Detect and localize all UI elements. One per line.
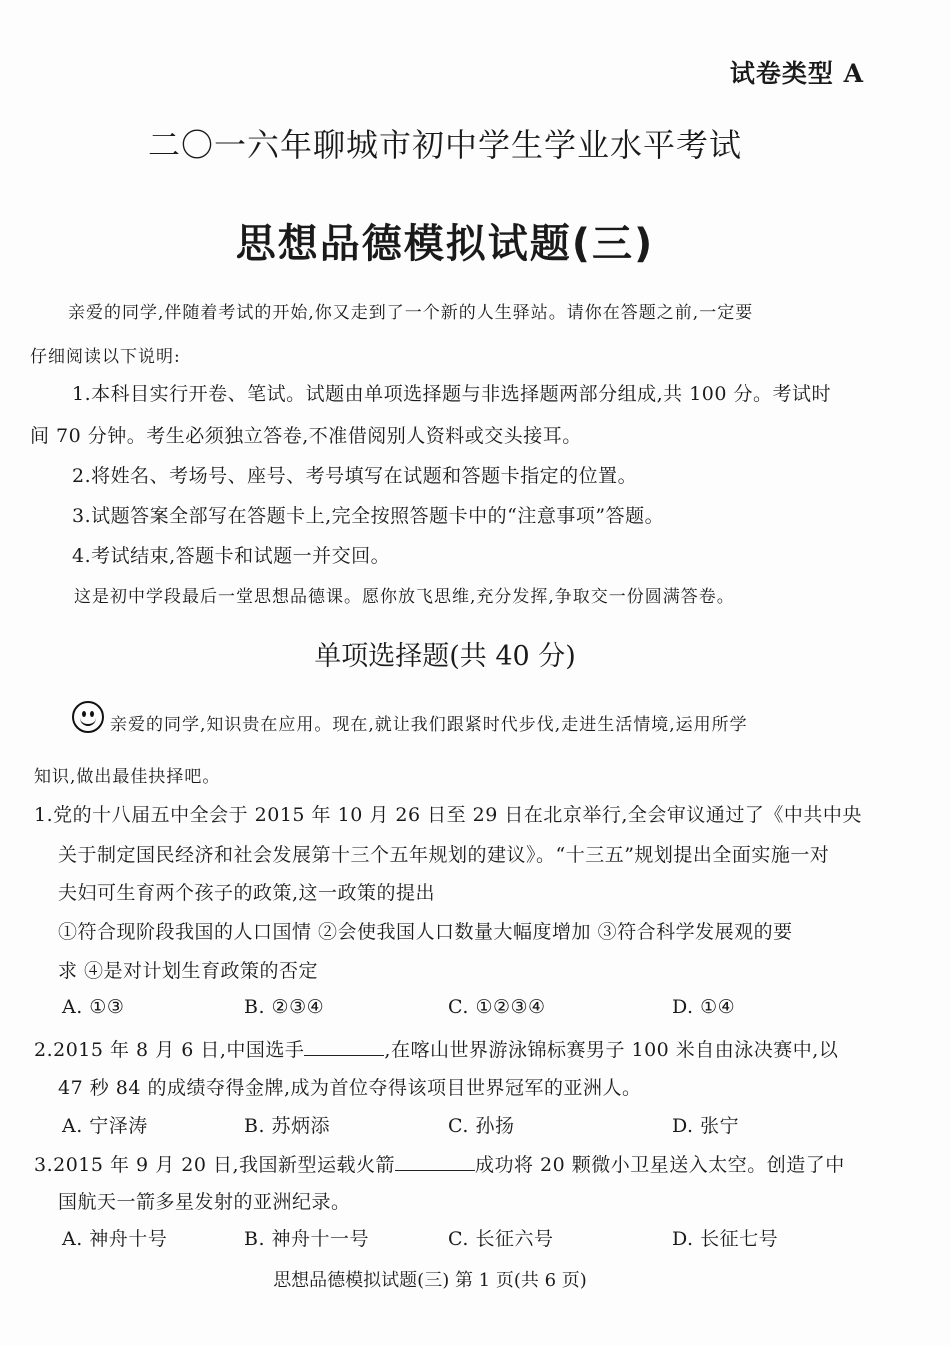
- question-3-text-post: 成功将 20 颗微小卫星送入太空。创造了中: [475, 1154, 845, 1176]
- question-1-items-line-1: ①符合现阶段我国的人口国情 ②会使我国人口数量大幅度增加 ③符合科学发展观的要: [58, 921, 793, 943]
- rule-4: 4.考试结束,答题卡和试题一并交回。: [72, 545, 391, 567]
- intro-greeting-line-1: 亲爱的同学,伴随着考试的开始,你又走到了一个新的人生驿站。请你在答题之前,一定要: [68, 303, 754, 323]
- smiley-face-icon: [72, 701, 104, 733]
- section-prompt-line-1: 亲爱的同学,知识贵在应用。现在,就让我们跟紧时代步伐,走进生活情境,运用所学: [110, 715, 748, 735]
- question-2-option-a: A. 宁泽涛: [62, 1115, 148, 1137]
- paper-title: 思想品德模拟试题(三): [235, 221, 655, 267]
- question-1-option-a: A. ①③: [62, 996, 125, 1018]
- question-2-option-d: D. 张宁: [672, 1115, 740, 1137]
- question-2-option-b: B. 苏炳添: [244, 1115, 331, 1137]
- rule-2: 2.将姓名、考场号、座号、考号填写在试题和答题卡指定的位置。: [72, 465, 638, 487]
- question-1-option-c: C. ①②③④: [448, 996, 546, 1018]
- question-1-option-d: D. ①④: [672, 996, 736, 1018]
- question-3-option-c: C. 长征六号: [448, 1228, 554, 1250]
- question-2-line-1: [34, 1035, 838, 1062]
- rule-3: 3.试题答案全部写在答题卡上,完全按照答题卡中的“注意事项”答题。: [72, 505, 665, 527]
- question-2-line-2: 47 秒 84 的成绩夺得金牌,成为首位夺得该项目世界冠军的亚洲人。: [58, 1077, 642, 1099]
- question-3-option-d: D. 长征七号: [672, 1228, 779, 1250]
- section-title: 单项选择题(共 40 分): [314, 641, 576, 672]
- rule-1-line-1: 1.本科目实行开卷、笔试。试题由单项选择题与非选择题两部分组成,共 100 分。考试时: [72, 383, 832, 405]
- question-1-line-2: 关于制定国民经济和社会发展第十三个五年规划的建议》。“十三五”规划提出全面实施一对: [58, 844, 830, 866]
- question-3-text-pre: 3.2015 年 9 月 20 日,我国新型运载火箭: [34, 1154, 395, 1176]
- exam-title: 二〇一六年聊城市初中学生学业水平考试: [147, 126, 742, 164]
- intro-greeting-line-2: 仔细阅读以下说明:: [30, 347, 181, 367]
- question-1-option-b: B. ②③④: [244, 996, 325, 1018]
- question-3-option-b: B. 神舟十一号: [244, 1228, 370, 1250]
- answer-blank: [395, 1152, 475, 1171]
- page-footer: 思想品德模拟试题(三) 第 1 页(共 6 页): [273, 1270, 587, 1291]
- question-3-line-1: [34, 1150, 845, 1177]
- question-2-text-pre: 2.2015 年 8 月 6 日,中国选手: [34, 1039, 305, 1061]
- question-3-line-2: 国航天一箭多星发射的亚洲纪录。: [58, 1191, 351, 1213]
- answer-blank: [304, 1037, 384, 1056]
- question-1-items-line-2: 求 ④是对计划生育政策的否定: [58, 960, 319, 982]
- paper-type-label: 试卷类型 A: [729, 59, 864, 88]
- question-3-option-a: A. 神舟十号: [62, 1228, 168, 1250]
- intro-closing: 这是初中学段最后一堂思想品德课。愿你放飞思维,充分发挥,争取交一份圆满答卷。: [74, 587, 735, 607]
- section-prompt-line-2: 知识,做出最佳抉择吧。: [34, 767, 221, 787]
- question-2-option-c: C. 孙扬: [448, 1115, 515, 1137]
- question-2-text-post: ,在喀山世界游泳锦标赛男子 100 米自由泳决赛中,以: [384, 1039, 839, 1061]
- question-1-line-1: 1.党的十八届五中全会于 2015 年 10 月 26 日至 29 日在北京举行,全会审议通过了《中共中央: [34, 804, 862, 826]
- rule-1-line-2: 间 70 分钟。考生必须独立答卷,不准借阅别人资料或交头接耳。: [30, 425, 582, 447]
- question-1-line-3: 夫妇可生育两个孩子的政策,这一政策的提出: [58, 882, 436, 904]
